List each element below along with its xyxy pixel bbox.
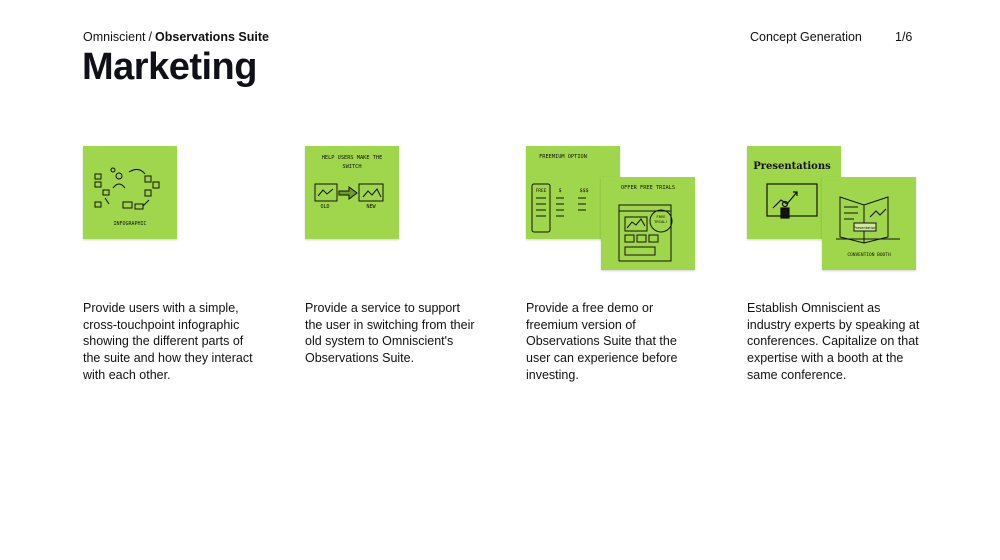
free-trials-heading: OFFER FREE TRIALS	[620, 185, 676, 191]
sketch-free-trials	[601, 177, 695, 270]
sticky-note-area	[526, 146, 711, 271]
section-label: Concept Generation	[750, 30, 862, 44]
breadcrumb-product[interactable]: Observations Suite	[155, 30, 269, 44]
breadcrumb	[83, 30, 269, 44]
concept-description: Establish Omniscient as industry experts by speaking at conferences. Capitalize on that expertise with a booth at the same conference.	[747, 301, 920, 382]
presentations-heading: Presentations	[753, 161, 831, 172]
sticky-note-area	[747, 146, 932, 271]
concept-card-switch	[305, 146, 490, 366]
concept-card-infographic	[83, 146, 268, 382]
freemium-col-free: FREE	[535, 189, 547, 194]
freemium-heading: FREEMIUM OPTION	[539, 154, 587, 160]
page-title: Marketing	[82, 46, 257, 88]
page-number: 1/6	[895, 30, 913, 44]
sketch-infographic	[83, 146, 177, 239]
sticky-note-infographic	[83, 146, 177, 239]
sticky-note-area	[83, 146, 268, 271]
concept-card-freemium	[526, 146, 711, 382]
sketch-convention-booth	[822, 177, 916, 270]
concept-description: Provide a free demo or freemium version of Observations Suite that the user can experience before investing.	[526, 301, 678, 382]
freemium-col-paid: $	[558, 188, 562, 194]
booth-caption: CONVENTION BOOTH	[847, 253, 891, 258]
infographic-caption: INFOGRAPHIC	[113, 221, 147, 227]
sticky-note-convention-booth	[822, 177, 916, 270]
switch-label-old: OLD	[320, 204, 330, 210]
sticky-note-free-trials	[601, 177, 695, 270]
sketch-switch	[305, 146, 399, 239]
concept-description: Provide a service to support the user in switching from their old system to Omniscient's Observations Suite.	[305, 301, 475, 366]
breadcrumb-brand[interactable]: Omniscient	[83, 30, 146, 44]
sticky-note-area	[305, 146, 490, 271]
free-trial-badge: FREE TRIAL!	[654, 214, 668, 224]
switch-label-new: NEW	[366, 204, 376, 210]
concept-description: Provide users with a simple, cross-touchpoint infographic showing the different parts of the suite and how they interact with each other.	[83, 301, 253, 382]
switch-heading: HELP USERS MAKE THE SWITCH	[321, 155, 383, 170]
breadcrumb-separator: /	[148, 30, 153, 44]
booth-sign: Presentation	[853, 226, 877, 230]
concept-card-presentations	[747, 146, 932, 382]
sticky-note-switch	[305, 146, 399, 239]
freemium-col-premium: $$$	[579, 188, 589, 194]
